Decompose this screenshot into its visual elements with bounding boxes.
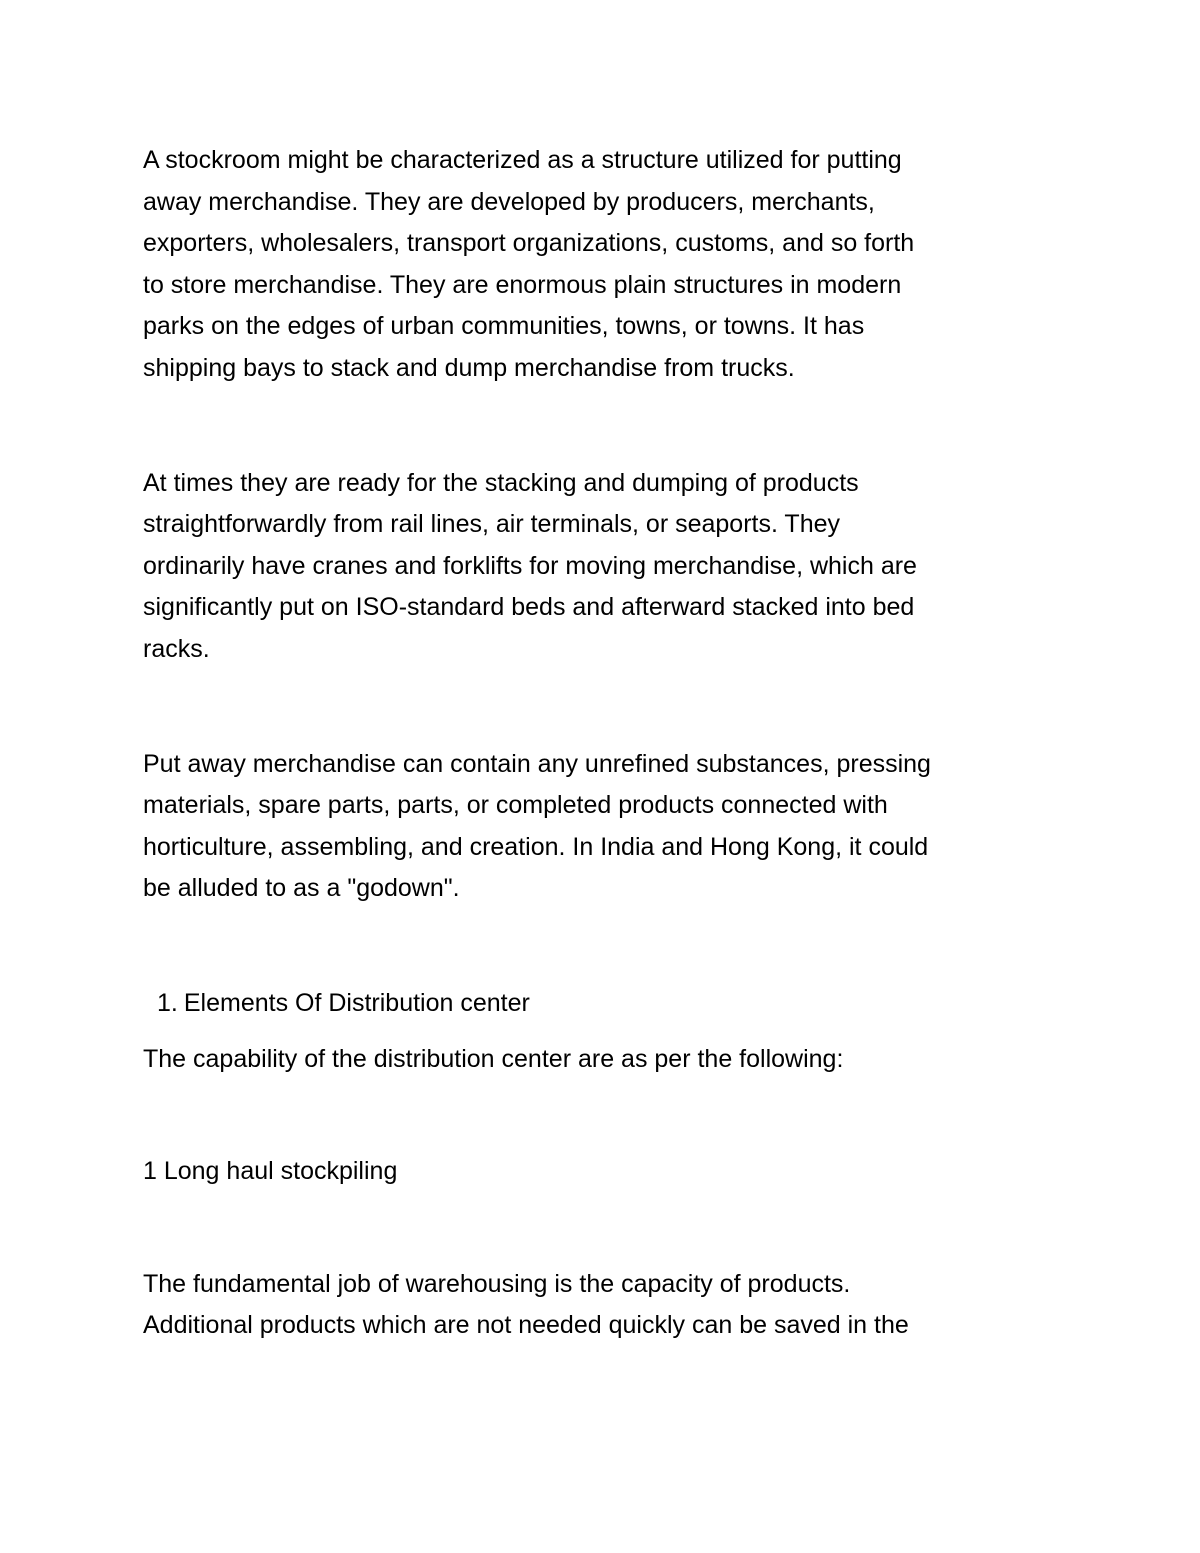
paragraph-spacer bbox=[143, 671, 1063, 744]
paragraph-spacer bbox=[143, 1193, 1063, 1264]
paragraph-capability-intro: The capability of the distribution center are as per the following: bbox=[143, 1044, 844, 1073]
paragraph-loading-unloading: At times they are ready for the stacking and dumping of products straightforwardly from rail lines, air terminals, or seaports. They ordinarily have cranes and forklifts for moving merchandise, which are significantly put on ISO-standard beds and afterward stacked into bed racks. bbox=[143, 468, 917, 663]
paragraph-stockroom-definition: A stockroom might be characterized as a structure utilized for putting away merchandise. They are developed by producers, merchants, exporters, wholesalers, transport organizations, customs, and so forth to store merchandise. They are enormous plain structures in modern parks on the edges of urban communities, towns, or towns. It has shipping bays to stack and dump merchandise from trucks. bbox=[143, 146, 915, 382]
paragraph-spacer bbox=[143, 390, 1063, 463]
paragraph-spacer bbox=[143, 910, 1063, 983]
list-number: 1. bbox=[157, 988, 178, 1017]
paragraph-stored-merchandise: Put away merchandise can contain any unrefined substances, pressing materials, spare parts, parts, or completed products connected with horticulture, assembling, and creation. In India and Hong Kong, it could be alluded to as a "godown". bbox=[143, 749, 931, 903]
paragraph-spacer bbox=[143, 1080, 1063, 1151]
numbered-heading bbox=[143, 983, 1063, 1025]
paragraph-warehousing-job: The fundamental job of warehousing is the capacity of products. Additional products which are not needed quickly can be saved in the bbox=[143, 1269, 909, 1340]
paragraph-spacer bbox=[143, 1025, 1063, 1039]
document-body bbox=[143, 140, 1063, 1347]
list-heading-text: Elements Of Distribution center bbox=[183, 988, 530, 1017]
subheading-long-haul-stockpiling: 1 Long haul stockpiling bbox=[143, 1157, 398, 1186]
